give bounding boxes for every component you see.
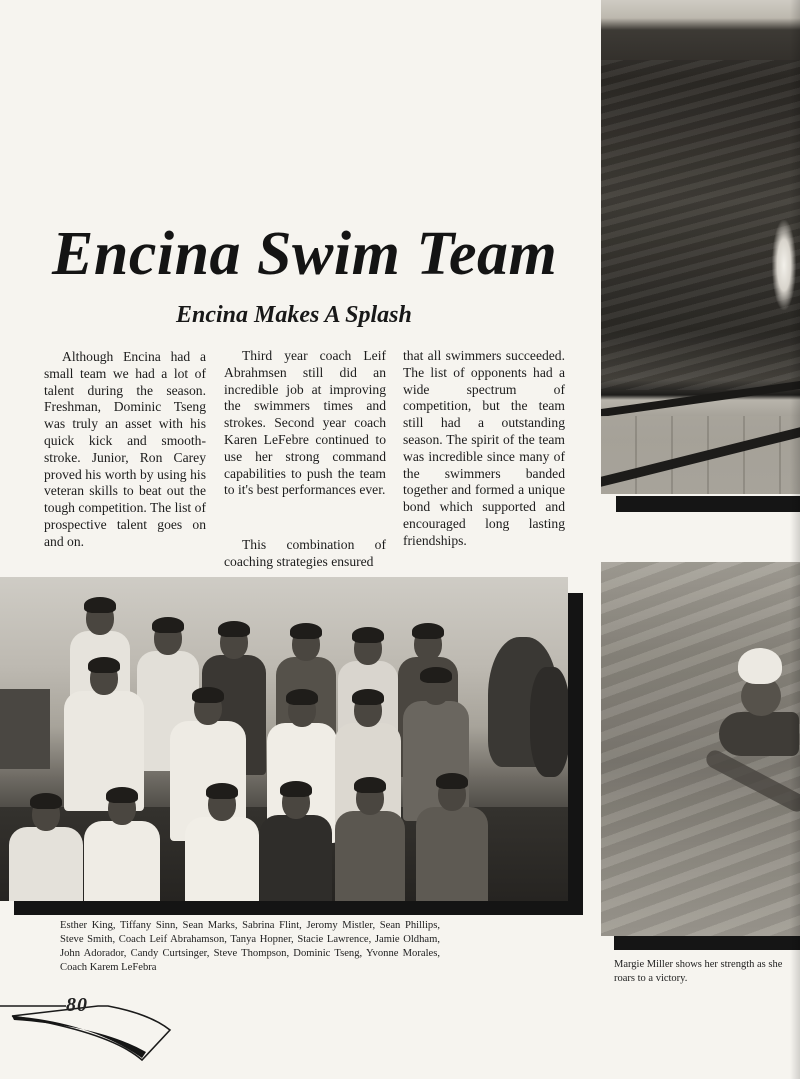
team-member-hair xyxy=(30,793,62,809)
team-member-body xyxy=(185,817,259,901)
team-member-hair xyxy=(286,689,318,705)
article-column-2 xyxy=(224,348,386,571)
swimmer-body xyxy=(719,712,799,756)
team-member-hair xyxy=(436,773,468,789)
column-3-paragraph: that all swimmers succeeded. The list of opponents had a wide spectrum of competition, but the team still had a outstanding season. The spirit of the team was incredible since many of the swimmers banded together and formed a unique bond which supported and encouraged long lasting friendships. xyxy=(403,348,565,548)
background-building xyxy=(0,689,50,769)
team-member-hair xyxy=(206,783,238,799)
swimmer-photo xyxy=(601,562,800,936)
group-photo-caption: Esther King, Tiffany Sinn, Sean Marks, Sabrina Flint, Jeromy Mistler, Sean Phillips, Steve Smith, Coach Leif Abrahamson, Tanya Hopner, Stacie Lawrence, Jamie Oldham, John Adorador, Candy Curtsinger, Steve Thompson, Dominic Tseng, Yvonne Morales, Coach Karem LeFebra xyxy=(60,920,440,973)
column-2-paragraph: This combination of coaching strategies ensured xyxy=(224,537,386,569)
photo-shadow xyxy=(14,901,583,915)
team-member-body xyxy=(335,811,405,901)
team-member-hair xyxy=(354,777,386,793)
team-member-hair xyxy=(290,623,322,639)
team-member-hair xyxy=(192,687,224,703)
page-number: 80 xyxy=(66,994,88,1016)
team-group-photo xyxy=(0,577,568,901)
team-member-body xyxy=(260,815,332,901)
page-subtitle: Encina Makes A Splash xyxy=(176,302,412,328)
page-title: Encina Swim Team xyxy=(52,220,558,288)
photo-shadow xyxy=(568,593,583,915)
team-member-hair xyxy=(88,657,120,673)
team-member-hair xyxy=(352,689,384,705)
article-column-3 xyxy=(403,348,565,550)
column-2-paragraph: Third year coach Leif Abrahmsen still did an incredible job at improving the swimmers times and strokes. Second year coach Karen LeFebre continued to use her strong command capabilities to push the team to it's best performances ever. xyxy=(224,348,386,498)
column-1-paragraph: Although Encina had a small team we had a lot of talent during the season. Freshman, Dominic Tseng was truly an asset with his quick kick and smooth-stroke. Junior, Ron Carey proved his worth by using his veteran skills to beat out the tough competition. The list of prospective talent goes on and on. xyxy=(44,349,206,549)
swim-cap xyxy=(738,648,782,684)
article-column-1 xyxy=(44,349,206,551)
swimmer-photo-caption: Margie Miller shows her strength as she roars to a victory. xyxy=(614,959,783,984)
team-member-hair xyxy=(152,617,184,633)
pool-water xyxy=(601,60,800,390)
team-member-body xyxy=(84,821,160,901)
page-edge-shading xyxy=(790,0,800,1079)
photo-shadow xyxy=(614,936,800,950)
team-member-hair xyxy=(84,597,116,613)
team-member-hair xyxy=(412,623,444,639)
team-member-hair xyxy=(106,787,138,803)
diving-photo xyxy=(601,0,800,494)
background-tree xyxy=(530,667,568,777)
team-member-hair xyxy=(280,781,312,797)
team-member-body xyxy=(9,827,83,901)
team-member-hair xyxy=(420,667,452,683)
photo-shadow xyxy=(616,496,800,512)
team-member-hair xyxy=(218,621,250,637)
team-member-hair xyxy=(352,627,384,643)
team-member-body xyxy=(416,807,488,901)
page-number-swoosh xyxy=(0,986,180,1066)
